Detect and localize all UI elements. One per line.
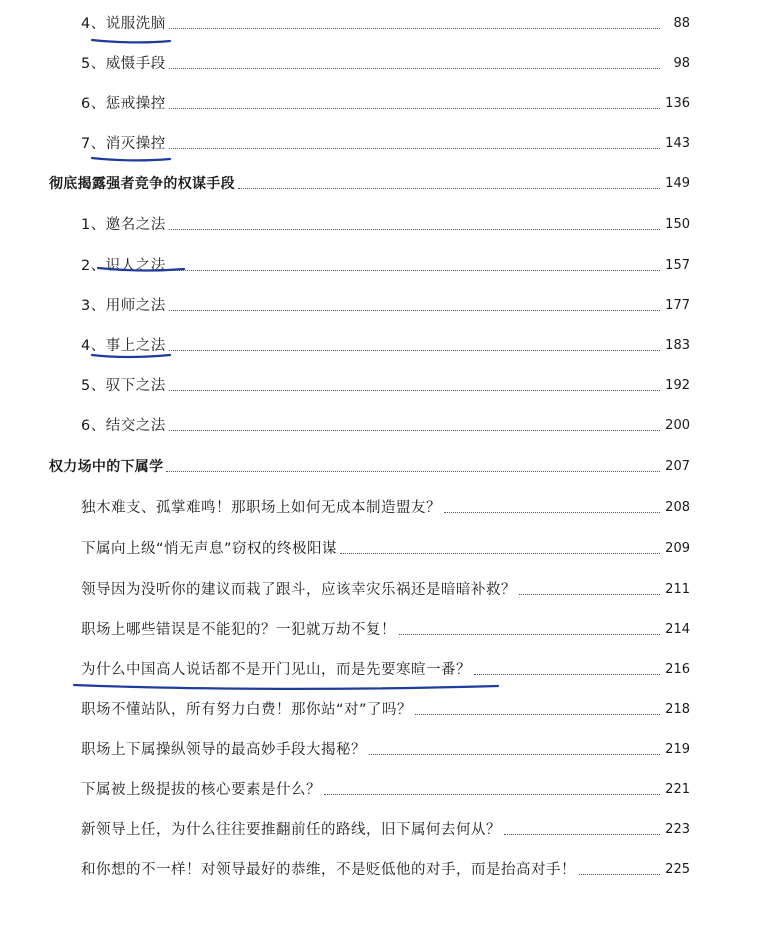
dot-leader	[415, 714, 660, 715]
dot-leader	[169, 108, 660, 109]
pen-underline	[74, 685, 498, 689]
toc-entry-title: 和你想的不一样！对领导最好的恭维，不是贬低他的对手，而是抬高对手！	[81, 862, 576, 878]
dot-leader	[504, 834, 660, 835]
toc-entry[interactable]	[81, 132, 690, 154]
toc-page-number: 192	[665, 378, 690, 393]
dot-leader	[169, 430, 660, 431]
toc-entry-title: 职场上下属操纵领导的最高妙手段大揭秘？	[81, 742, 366, 758]
toc-entry[interactable]	[81, 537, 690, 559]
toc-entry-title: 4、说服洗脑	[81, 16, 166, 32]
toc-page-number: 221	[665, 782, 690, 797]
toc-section-title: 彻底揭露强者竞争的权谋手段	[49, 176, 235, 192]
toc-page-number: 177	[665, 298, 690, 313]
toc-entry-title: 5、驭下之法	[81, 378, 166, 394]
toc-entry[interactable]	[81, 92, 690, 114]
toc-entry[interactable]	[81, 778, 690, 800]
toc-entry[interactable]	[81, 618, 690, 640]
toc-entry[interactable]	[81, 496, 690, 518]
toc-entry-title: 7、消灭操控	[81, 136, 166, 152]
toc-section-heading[interactable]	[49, 455, 690, 477]
toc-page-number: 223	[665, 822, 690, 837]
toc-entry-title: 6、结交之法	[81, 418, 166, 434]
dot-leader	[169, 310, 660, 311]
toc-entry-title: 5、威慑手段	[81, 56, 166, 72]
dot-leader	[474, 674, 660, 675]
toc-entry-title: 独木难支、孤掌难鸣！那职场上如何无成本制造盟友？	[81, 500, 441, 516]
pen-underline	[92, 40, 170, 42]
toc-page-number: 183	[665, 338, 690, 353]
toc-page-number: 209	[665, 541, 690, 556]
dot-leader	[169, 350, 660, 351]
dot-leader	[399, 634, 660, 635]
toc-entry-title: 新领导上任，为什么往往要推翻前任的路线，旧下属何去何从？	[81, 822, 501, 838]
toc-entry[interactable]	[81, 334, 690, 356]
toc-page-number: 143	[665, 136, 690, 151]
dot-leader	[238, 188, 660, 189]
toc-entry-title: 下属向上级“悄无声息”窃权的终极阳谋	[81, 541, 338, 557]
dot-leader	[369, 754, 660, 755]
toc-entry-title: 3、用师之法	[81, 298, 166, 314]
toc-entry[interactable]	[81, 698, 690, 720]
toc-page-number: 208	[665, 500, 690, 515]
dot-leader	[579, 874, 660, 875]
toc-entry-title: 4、事上之法	[81, 338, 166, 354]
toc-entry-title: 职场不懂站队，所有努力白费！那你站“对”了吗？	[81, 702, 413, 718]
toc-entry-title: 1、邀名之法	[81, 217, 166, 233]
dot-leader	[169, 390, 660, 391]
toc-section-heading[interactable]	[49, 172, 690, 194]
toc-page-number: 136	[665, 96, 690, 111]
toc-entry[interactable]	[81, 254, 690, 276]
toc-page-number: 216	[665, 662, 690, 677]
dot-leader	[169, 68, 660, 69]
dot-leader	[444, 512, 660, 513]
dot-leader	[169, 148, 660, 149]
toc-page-number: 88	[673, 16, 690, 31]
toc-page-number: 219	[665, 742, 690, 757]
toc-section-title: 权力场中的下属学	[49, 459, 164, 475]
toc-entry[interactable]	[81, 578, 690, 600]
toc-page-number: 211	[665, 582, 690, 597]
toc-entry[interactable]	[81, 12, 690, 34]
dot-leader	[169, 229, 660, 230]
toc-page-number: 98	[673, 56, 690, 71]
toc-entry[interactable]	[81, 818, 690, 840]
dot-leader	[324, 794, 660, 795]
dot-leader	[169, 270, 660, 271]
toc-entry[interactable]	[81, 213, 690, 235]
toc-entry-title: 下属被上级提拔的核心要素是什么？	[81, 782, 321, 798]
toc-entry-title: 为什么中国高人说话都不是开门见山，而是先要寒暄一番？	[81, 662, 471, 678]
toc-entry-title: 6、惩戒操控	[81, 96, 166, 112]
dot-leader	[519, 594, 660, 595]
toc-entry-title: 2、识人之法	[81, 258, 166, 274]
toc-page-number: 225	[665, 862, 690, 877]
toc-page-number: 157	[665, 258, 690, 273]
toc-entry[interactable]	[81, 858, 690, 880]
toc-entry[interactable]	[81, 738, 690, 760]
pen-underline	[92, 158, 170, 160]
toc-entry[interactable]	[81, 414, 690, 436]
toc-page-number: 149	[665, 176, 690, 191]
toc-page-number: 200	[665, 418, 690, 433]
toc-entry[interactable]	[81, 52, 690, 74]
toc-page-number: 214	[665, 622, 690, 637]
toc-page-number: 218	[665, 702, 690, 717]
toc-page-number: 207	[665, 459, 690, 474]
toc-entry-title: 领导因为没听你的建议而栽了跟斗，应该幸灾乐祸还是暗暗补救？	[81, 582, 516, 598]
toc-entry[interactable]	[81, 658, 690, 680]
dot-leader	[169, 28, 660, 29]
dot-leader	[166, 471, 660, 472]
dot-leader	[340, 553, 660, 554]
toc-entry-title: 职场上哪些错误是不能犯的？一犯就万劫不复！	[81, 622, 396, 638]
toc-page-number: 150	[665, 217, 690, 232]
toc-entry[interactable]	[81, 374, 690, 396]
toc-entry[interactable]	[81, 294, 690, 316]
